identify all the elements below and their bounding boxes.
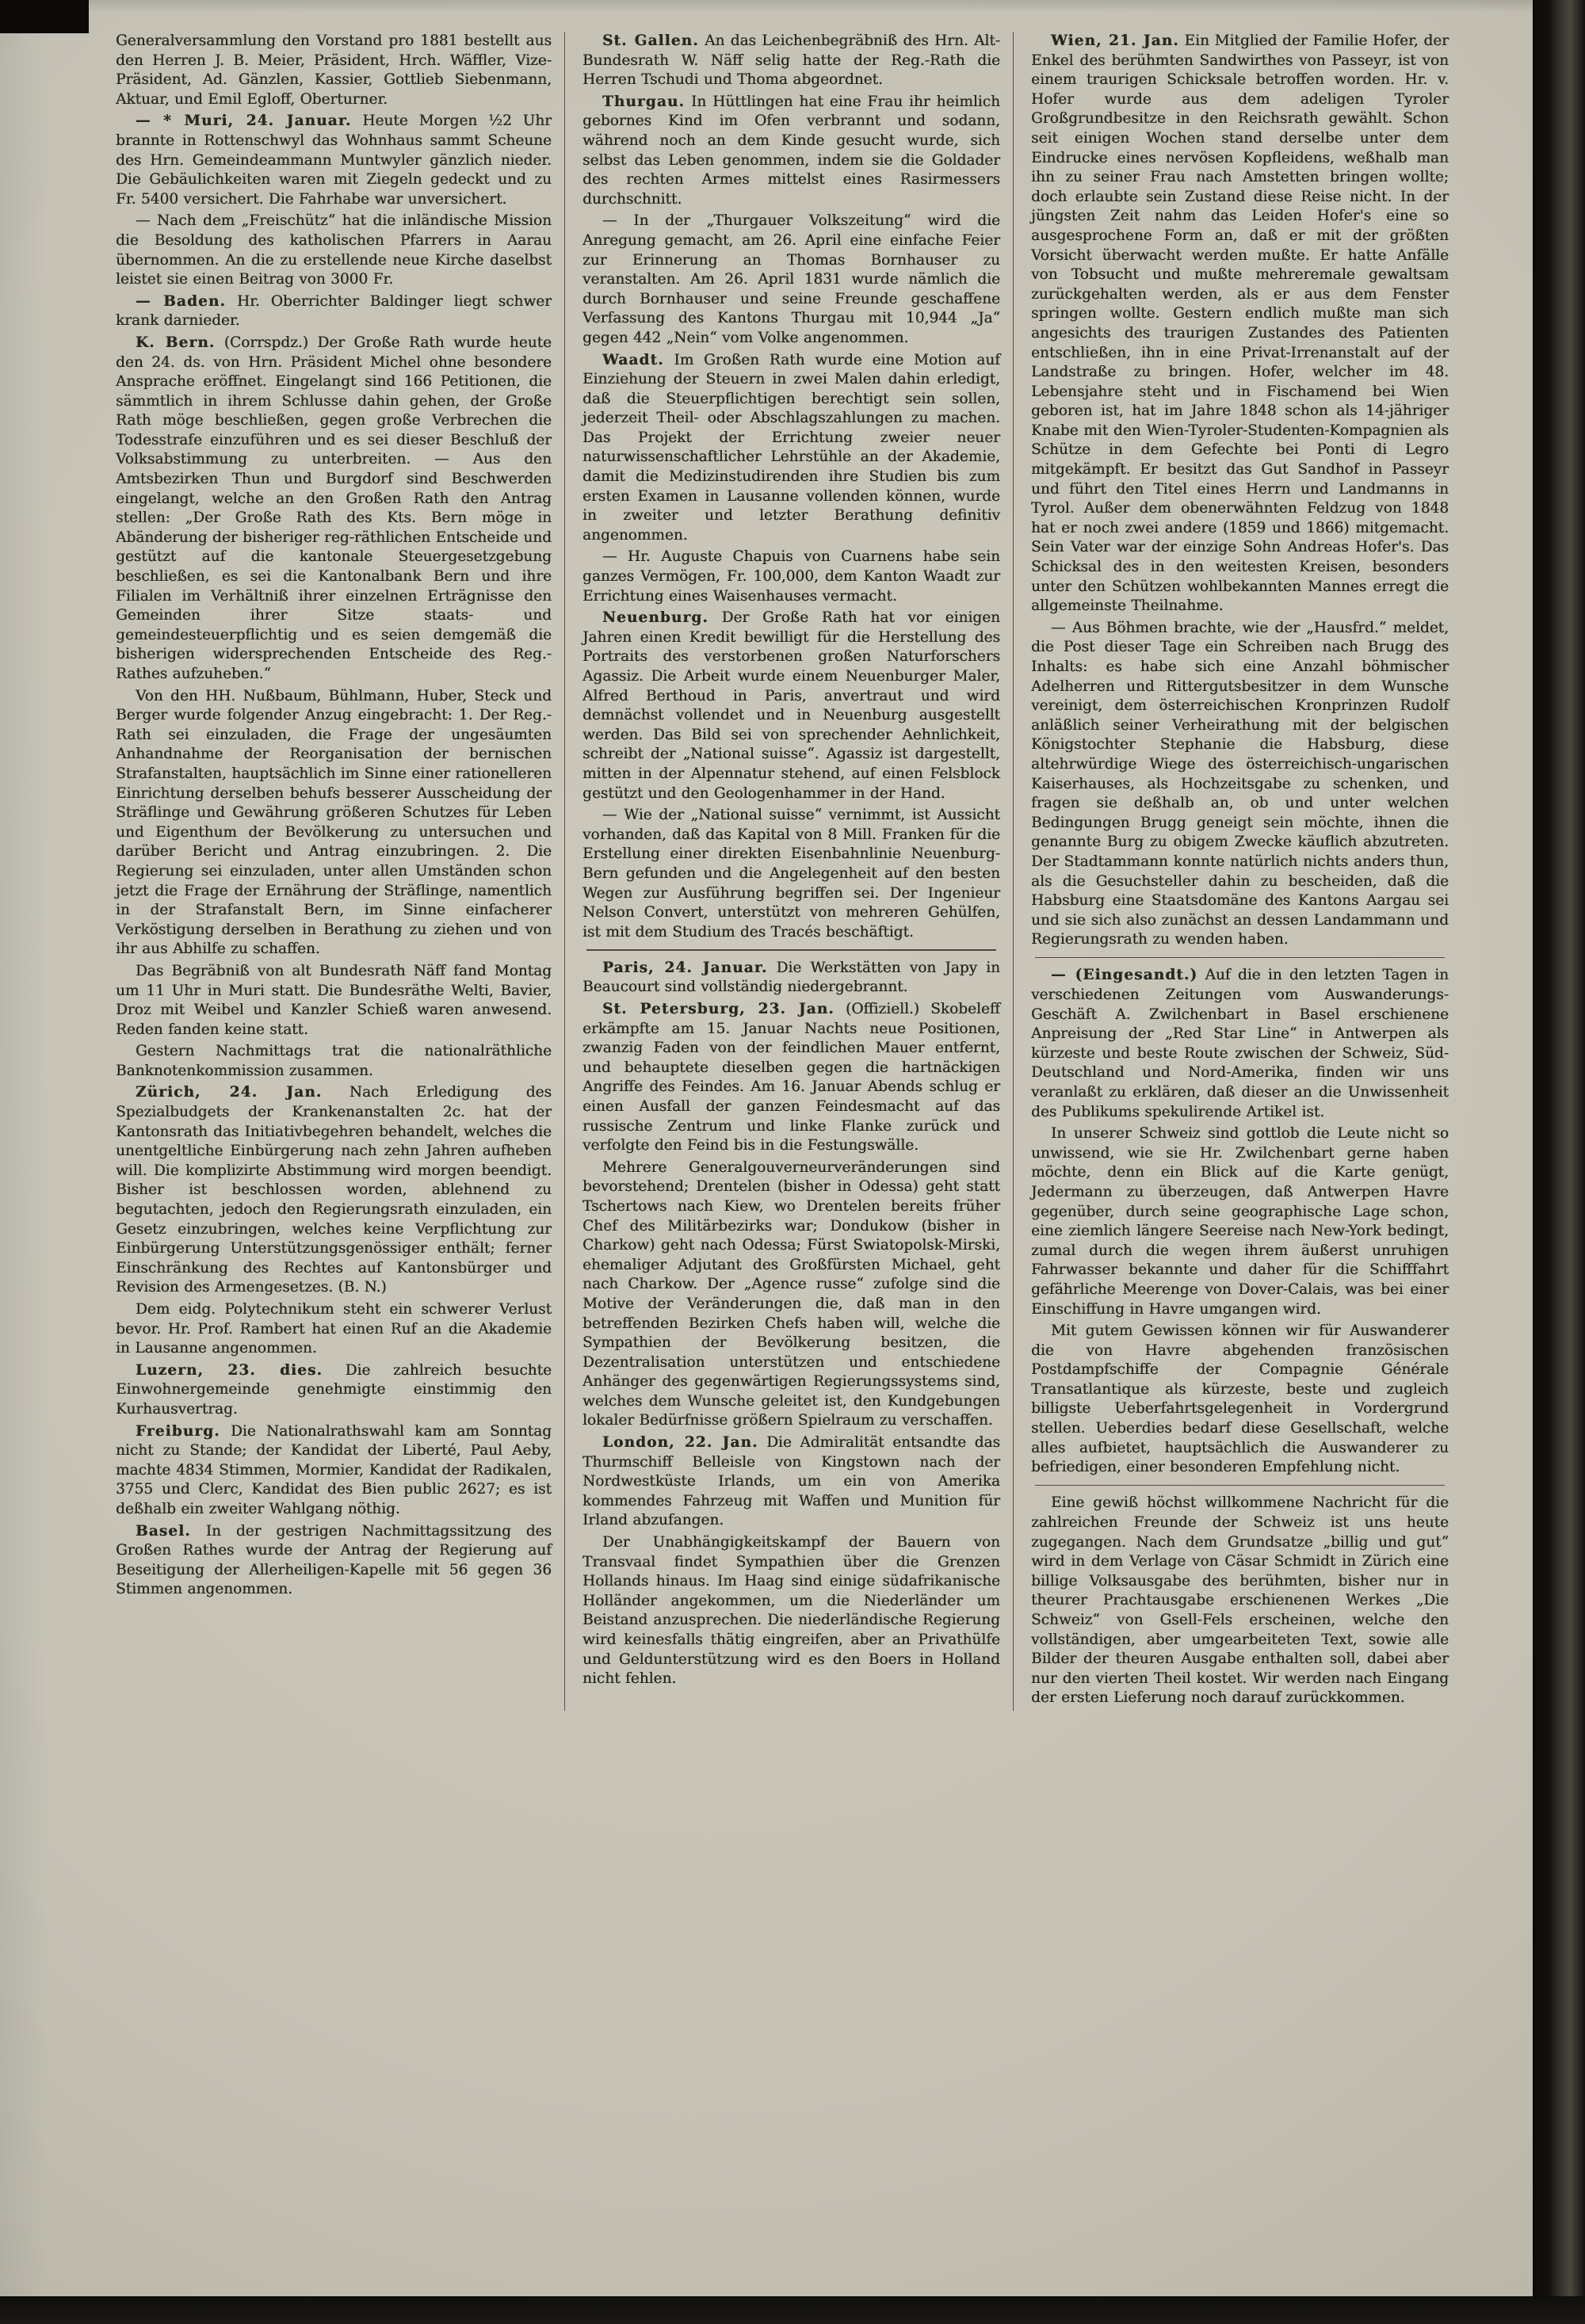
article-separator-rule bbox=[1035, 1485, 1444, 1486]
article-text: Mehrere Generalgouverneurveränderungen sind bevorstehend; Drentelen (bisher in Odessa) geht statt Tschertows nach Kiew, wo Drentelen bereits früher Chef des Militärbezirks war; Dondukow (bisher in Charkow) geht nach Odessa; Fürst Swiatopolsk-Mirski, ehemaliger Adjutant des Großfürsten Michael, geht nach Charkow. Der „Agence russe“ zufolge sind die Motive der Veränderungen die, daß man in den betreffenden Bezirken Chefs haben will, welche die Sympathien der Bevölkerung besitzen, die Dezentralisation unterstützen und entschiedene Anhänger des gegenwärtigen Regierungssystems sind, welches dem Wunsche geleitet ist, den Kundgebungen lokaler Bedürfnisse größern Spielraum zu verschaffen. bbox=[582, 1158, 1000, 1429]
scan-edge-bottom bbox=[0, 2296, 1585, 2324]
article-paragraph bbox=[116, 112, 552, 209]
article-text: Die Werkstätten von Japy in Beaucourt sind vollständig niedergebrannt. bbox=[582, 959, 1000, 996]
article-paragraph bbox=[1031, 32, 1449, 616]
article-paragraph bbox=[116, 1522, 552, 1600]
article-paragraph bbox=[116, 1083, 552, 1298]
article-text: — In der „Thurgauer Volkszeitung“ wird die Anregung gemacht, am 26. April eine einfache Feier zur Erinnerung an Thomas Bornhauser zu veranstalten. Am 26. April 1831 wurde nämlich die durch Bornhauser und seine Freunde geschaffene Verfassung des Kantons Thurgau mit 10,944 „Ja“ gegen 442 „Nein“ vom Volke angenommen. bbox=[582, 212, 1000, 346]
article-dateline: — (Eingesandt.) bbox=[1050, 967, 1198, 984]
article-dateline: Luzern, 23. dies. bbox=[135, 1361, 323, 1379]
article-paragraph bbox=[582, 959, 1000, 998]
article-dateline: Zürich, 24. Jan. bbox=[135, 1084, 323, 1101]
article-text: — Nach dem „Freischütz“ hat die inländische Mission die Besoldung des katholischen Pfarrers in Aarau übernommen. An die zu erstellende neue Kirche daselbst leistet sie einen Beitrag von 3000 Fr. bbox=[116, 212, 552, 288]
article-text: — Hr. Auguste Chapuis von Cuarnens habe sein ganzes Vermögen, Fr. 100,000, dem Kanton Waadt zur Errichtung eines Waisenhauses vermacht. bbox=[582, 548, 1000, 605]
article-paragraph bbox=[116, 212, 552, 289]
article-paragraph bbox=[582, 548, 1000, 606]
article-paragraph bbox=[582, 1533, 1000, 1689]
article-text: Die zahlreich besuchte Einwohnergemeinde genehmigte einstimmig den Kurhausvertrag. bbox=[116, 1361, 552, 1418]
article-dateline: St. Gallen. bbox=[602, 32, 699, 49]
article-paragraph bbox=[582, 93, 1000, 210]
scan-corner-artifact bbox=[0, 0, 89, 33]
article-text: An das Leichenbegräbniß des Hrn. Alt-Bundesrath W. Näff selig hatte der Reg.-Rath die Herren Tschudi und Thoma abgeordnet. bbox=[582, 32, 1001, 89]
article-text: Heute Morgen ½2 Uhr brannte in Rottenschwyl das Wohnhaus sammt Scheune des Hrn. Gemeindeammann Muntwyler gänzlich nieder. Die Gebäulichkeiten waren mit Ziegeln gedeckt und zu Fr. 5400 versichert. Die Fahrhabe war unversichert. bbox=[116, 113, 552, 208]
article-text: Hr. Oberrichter Baldinger liegt schwer krank darnieder. bbox=[116, 292, 552, 330]
column-right bbox=[1013, 32, 1461, 1711]
article-text: (Corrspdz.) Der Große Rath wurde heute den 24. ds. von Hrn. Präsident Michel ohne besondere Ansprache eröffnet. Eingelangt sind 166 Petitionen, die sämmtlich in ihrem Schlusse dahin gehen, der Große Rath möge beschließen, gegen große Verbrechen die Todesstrafe einzuführen und es sei dieser Beschluß der Volksabstimmung zu unterbreiten. — Aus den Amtsbezirken Thun und Burgdorf sind Beschwerden eingelangt, welche an den Großen Rath den Antrag stellen: „Der Große Rath des Kts. Bern möge in Abänderung der bisheriger reg-räthlichen Entscheide und gestützt auf die kantonale Steuergesetzgebung beschließen, es sei die Kantonalbank Bern und ihre Filialen im Verhältniß ihrer einzelnen Erträgnisse den Gemeinden ihrer Sitze staats- und gemeindesteuerpflichtig und es seien demgemäß die bisherigen widersprechenden Entscheide des Reg.-Rathes aufzuheben.“ bbox=[116, 334, 552, 682]
article-paragraph bbox=[116, 32, 552, 109]
article-text: Dem eidg. Polytechnikum steht ein schwerer Verlust bevor. Hr. Prof. Rambert hat einen Ruf an die Akademie in Lausanne angenommen. bbox=[116, 1301, 552, 1357]
article-paragraph bbox=[116, 334, 552, 685]
article-paragraph bbox=[116, 292, 552, 331]
article-text: Das Begräbniß von alt Bundesrath Näff fand Montag um 11 Uhr in Muri statt. Die Bundesräthe Welti, Bavier, Droz mit Weibel und Kanzler Schieß waren anwesend. Reden fanden keine statt. bbox=[116, 962, 552, 1038]
article-paragraph bbox=[1031, 966, 1449, 1122]
article-text: Eine gewiß höchst willkommene Nachricht für die zahlreichen Freunde der Schweiz ist uns heute zugegangen. Nach dem Grundsatze „billig und gut“ wird in dem Verlage von Cäsar Schmidt in Zürich eine billige Volksausgabe des berühmten, bisher nur in theurer Prachtausgabe erschienenen Werkes „Die Schweiz“ von Gsell-Fels erscheinen, welche den vollständigen, aber umgearbeiteten Text, sowie alle Bilder der theuren Ausgabe enthalten soll, dabei aber nur den vierten Theil kostet. Wir werden nach Eingang der ersten Lieferung noch darauf zurückkommen. bbox=[1031, 1494, 1449, 1707]
article-paragraph bbox=[1031, 1124, 1449, 1319]
column-left bbox=[116, 32, 564, 1711]
article-paragraph bbox=[116, 962, 552, 1040]
article-text: (Offiziell.) Skobeleff erkämpfte am 15. Januar Nachts neue Positionen, zwanzig Faden von der feindlichen Mauer entfernt, und behauptete dieselben gegen die hartnäckigen Angriffe des Feindes. Am 16. Januar Abends schlug er einen Ausfall der ganzen Feindesmacht auf das russische Zentrum und linke Flanke zurück und verfolgte den Feind bis in die Festungswälle. bbox=[582, 1001, 1000, 1154]
article-text: — Aus Böhmen brachte, wie der „Hausfrd.“ meldet, die Post dieser Tage ein Schreiben nach Brugg des Inhalts: es habe sich eine Anzahl böhmischer Adelherren und Rittergutsbesitzer in dem Wunsche vereinigt, dem österreichischen Kronprinzen Rudolf anläßlich seiner Verheirathung mit der belgischen Königstochter Stephanie die Habsburg, diese altehrwürdige Wiege des österreichisch-ungarischen Kaiserhauses, als Hochzeitsgabe zu schenken, und fragen sie deßhalb an, ob und unter welchen Bedingungen Brugg geneigt sein möchte, ihnen die genannte Burg zu obigem Zwecke käuflich abzutreten. Der Stadtammann konnte natürlich nichts anders thun, als die Gesuchsteller dahin zu bescheiden, daß die Habsburg eine Staatsdomäne des Kantons Aargau sei und sie sich also zunächst an dessen Landammann und Regierungsrath zu wenden haben. bbox=[1031, 619, 1449, 948]
article-dateline: Neuenburg. bbox=[602, 609, 708, 627]
article-paragraph bbox=[1031, 1494, 1449, 1708]
article-separator-rule bbox=[1035, 957, 1444, 959]
article-dateline: — * Muri, 24. Januar. bbox=[135, 113, 352, 130]
article-paragraph bbox=[116, 1361, 552, 1420]
article-paragraph bbox=[582, 806, 1000, 942]
article-text: Die Admiralität entsandte das Thurmschiff Belleisle von Kingstown nach der Nordwestküste Irlands, um ein von Amerika kommendes Fahrzeug mit Waffen und Munition für Irland abzufangen. bbox=[582, 1434, 1000, 1529]
article-dateline: Freiburg. bbox=[135, 1422, 220, 1440]
article-text: In der gestrigen Nachmittagssitzung des Großen Rathes wurde der Antrag der Regierung auf Beseitigung der Allerheiligen-Kapelle mit 56 gegen 36 Stimmen angenommen. bbox=[116, 1522, 552, 1598]
article-text: Generalversammlung den Vorstand pro 1881 bestellt aus den Herren J. B. Meier, Präsident, Hrch. Wäffler, Vize-Präsident, Ad. Gänzlen, Kassier, Gottlieb Siebenmann, Aktuar, und Emil Egloff, Oberturner. bbox=[116, 32, 552, 108]
article-paragraph bbox=[582, 351, 1000, 546]
scan-edge-right bbox=[1533, 0, 1585, 2324]
article-paragraph bbox=[582, 212, 1000, 348]
article-dateline: Wien, 21. Jan. bbox=[1050, 32, 1179, 49]
article-text: Im Großen Rath wurde eine Motion auf Einziehung der Steuern in zwei Malen dahin erledigt, daß die Steuerpflichtigen berechtigt sein sollen, jederzeit Theil- oder Abschlagszahlungen zu machen. Das Projekt der Errichtung zweier neuer naturwissenschaftlicher Lehrstühle an der Akademie, damit die Medizinstudirenden ihre Studien bis zum ersten Examen in Lausanne vollenden können, wurde in zweiter und letzter Berathung definitiv angenommen. bbox=[582, 351, 1000, 544]
article-text: Die Nationalrathswahl kam am Sonntag nicht zu Stande; der Kandidat der Liberté, Paul Aeby, machte 4834 Stimmen, Mormier, Kandidat der Radikalen, 3755 und Clerc, Kandidat des Bien public 2627; es ist deßhalb ein zweiter Wahlgang nöthig. bbox=[116, 1422, 552, 1517]
article-text: In Hüttlingen hat eine Frau ihr heimlich gebornes Kind im Ofen verbrannt und sodann, während noch an dem Kinde gesucht wurde, sich selbst das Leben genommen, indem sie die Goldader des rechten Armes mittelst eines Rasirmessers durchschnitt. bbox=[582, 93, 1000, 208]
article-paragraph bbox=[582, 1433, 1000, 1531]
article-paragraph bbox=[116, 1422, 552, 1520]
article-text: — Wie der „National suisse“ vernimmt, ist Aussicht vorhanden, daß das Kapital von 8 Mill. Franken für die Erstellung einer direkten Eisenbahnlinie Neuenburg-Bern gefunden und die Angelegenheit auf den besten Wegen zur Ausführung begriffen sei. Der Ingenieur Nelson Convert, unterstützt von mehreren Gehülfen, ist mit dem Studium des Tracés beschäftigt. bbox=[582, 807, 1000, 941]
article-paragraph bbox=[1031, 619, 1449, 950]
article-dateline: Thurgau. bbox=[602, 93, 685, 110]
article-text: Der Große Rath hat vor einigen Jahren einen Kredit bewilligt für die Herstellung des Portraits des verstorbenen großen Naturforschers Agassiz. Die Arbeit wurde einem Neuenburger Maler, Alfred Berthoud in Paris, anvertraut und wird demnächst vollendet und in Neuenburg ausgestellt werden. Das Bild sei von sprechender Aehnlichkeit, schreibt der „National suisse“. Agassiz ist dargestellt, mitten in der Alpennatur stehend, auf einen Felsblock gestützt und den Geologenhammer in der Hand. bbox=[582, 609, 1000, 802]
article-dateline: Paris, 24. Januar. bbox=[602, 959, 768, 976]
article-text: Mit gutem Gewissen können wir für Auswanderer die von Havre abgehenden französischen Postdampfschiffe der Compagnie Générale Transatlantique als kürzeste, beste und zugleich billigste Ueberfahrtsgelegenheit in Vordergrund stellen. Ueberdies bedarf diese Gesellschaft, welche alles aufbietet, hauptsächlich die Auswanderer zu befriedigen, einer besonderen Empfehlung nicht. bbox=[1031, 1322, 1449, 1476]
article-text: In unserer Schweiz sind gottlob die Leute nicht so unwissend, wie sie Hr. Zwilchenbart gerne haben möchte, denn ein Blick auf die Karte genügt, Jedermann zu überzeugen, daß Antwerpen Havre gegenüber, durch seine geographische Lage schon, eine ziemlich längere Seereise nach New-York bedingt, zumal durch die wegen ihrem äußerst unruhigen Fahrwasser bekannte und daher für die Schifffahrt gefährliche Meerenge von Dover-Calais, was bei einer Einschiffung in Havre umgangen wird. bbox=[1031, 1125, 1449, 1318]
article-text: Nach Erledigung des Spezialbudgets der Krankenanstalten 2c. hat der Kantonsrath das Initiativbegehren behandelt, welches die unentgeltliche Einbürgerung nach zehn Jahren aufheben will. Die komplizirte Abstimmung wird morgen beendigt. Bisher ist beschlossen worden, ablehnend zu begutachten, jedoch den Regierungsrath einzuladen, ein Gesetz einzubringen, welches keine Verpflichtung zur Einbürgerung Unterstützungsgenössiger enthält; ferner Einschränkung des Rechtes auf Kantonsbürger und Revision des Armengesetzes. (B. N.) bbox=[116, 1084, 552, 1296]
article-text: Von den HH. Nußbaum, Bühlmann, Huber, Steck und Berger wurde folgender Anzug eingebracht: 1. Der Reg.-Rath sei einzuladen, die Frage der ungesäumten Anhandnahme der Reorganisation der bernischen Strafanstalten, hauptsächlich im Sinne einer rationelleren Einrichtung derselben behufs besserer Ausscheidung der Sträflinge und Gewährung größeren Schutzes für Leben und Eigenthum der Bevölkerung zu untersuchen und darüber Bericht und Antrag einzubringen. 2. Die Regierung sei einzuladen, unter allen Umständen schon jetzt die Frage der Ernährung der Sträflinge, namentlich in der Strafanstalt Bern, im Sinne einfacherer Verköstigung derselben in Berathung zu ziehen und von ihr aus Abhilfe zu schaffen. bbox=[116, 687, 552, 958]
article-text: Ein Mitglied der Familie Hofer, der Enkel des berühmten Sandwirthes von Passeyr, ist von einem traurigen Schicksale betroffen worden. Hr. v. Hofer wurde aus dem adeligen Tyroler Großgrundbesitze in den Reichsrath gewählt. Schon seit einigen Wochen stand derselbe unter dem Eindrucke eines nervösen Kopfleidens, weßhalb man ihn zu seiner Frau nach Amstetten bringen wollte; doch erlaubte sein Zustand diese Reise nicht. In der jüngsten Zeit nahm das Leiden Hofer's eine so ausgesprochene Form an, daß er mit der größten Vorsicht überwacht werden mußte. Er hatte Anfälle von Tobsucht und mußte mehreremale gewaltsam zurückgehalten werden, als er aus dem Fenster springen wollte. Gestern endlich mußte man sich angesichts des traurigen Zustandes des Patienten entschließen, ihn in eine Privat-Irrenanstalt auf der Landstraße zu bringen. Hofer, welcher im 48. Lebensjahre steht und in Fischamend bei Wien geboren ist, hat im Jahre 1848 schon als 14-jähriger Knabe mit den Wien-Tyroler-Studenten-Kompagnien als Schütze in dem Gefechte bei Ponti di Legro mitgekämpft. Er besitzt das Gut Sandhof in Passeyr und führt den Titel eines Herrn und Landmanns in Tyrol. Außer dem obenerwähnten Feldzug von 1848 hat er noch zwei andere (1859 und 1866) mitgemacht. Sein Vater war der einzige Sohn Andreas Hofer's. Das Schicksal des in den weitesten Kreisen, besonders unter den Schützen wohlbekannten Mannes erregt die allgemeinste Theilnahme. bbox=[1031, 32, 1449, 615]
article-dateline: Waadt. bbox=[602, 351, 664, 368]
article-paragraph bbox=[582, 32, 1000, 90]
article-text: Gestern Nachmittags trat die nationalräthliche Banknotenkommission zusammen. bbox=[116, 1043, 552, 1079]
article-paragraph bbox=[1031, 1322, 1449, 1478]
article-paragraph bbox=[582, 609, 1000, 803]
article-dateline: — Baden. bbox=[135, 292, 227, 310]
article-paragraph bbox=[116, 1042, 552, 1081]
article-dateline: K. Bern. bbox=[135, 334, 216, 351]
article-text: Auf die in den letzten Tagen in verschiedenen Zeitungen vom Auswanderungs-Geschäft A. Zwilchenbart in Basel erschienene Anpreisung der „Red Star Line“ in Antwerpen als kürzeste und beste Route zwischen der Schweiz, Süd-Deutschland und Nord-Amerika, finden wir uns veranlaßt zu erklären, daß dieser an die Unwissenheit des Publikums spekulirende Artikel ist. bbox=[1031, 967, 1449, 1120]
article-text: Der Unabhängigkeitskampf der Bauern von Transvaal findet Sympathien über die Grenzen Hollands hinaus. Im Haag sind einige südafrikanische Holländer angekommen, um die Niederländer um Beistand anzusprechen. Die niederländische Regierung wird keinesfalls thätig eingreifen, aber an Privathülfe und Geldunterstützung wird es den Boers in Holland nicht fehlen. bbox=[582, 1534, 1000, 1688]
article-dateline: Basel. bbox=[135, 1522, 191, 1540]
article-paragraph bbox=[116, 687, 552, 960]
article-paragraph bbox=[116, 1300, 552, 1359]
article-paragraph bbox=[582, 1000, 1000, 1156]
article-paragraph bbox=[582, 1158, 1000, 1431]
article-separator-rule bbox=[586, 949, 995, 951]
column-middle bbox=[564, 32, 1013, 1711]
article-dateline: London, 22. Jan. bbox=[602, 1434, 758, 1452]
article-dateline: St. Petersburg, 23. Jan. bbox=[602, 1001, 835, 1017]
